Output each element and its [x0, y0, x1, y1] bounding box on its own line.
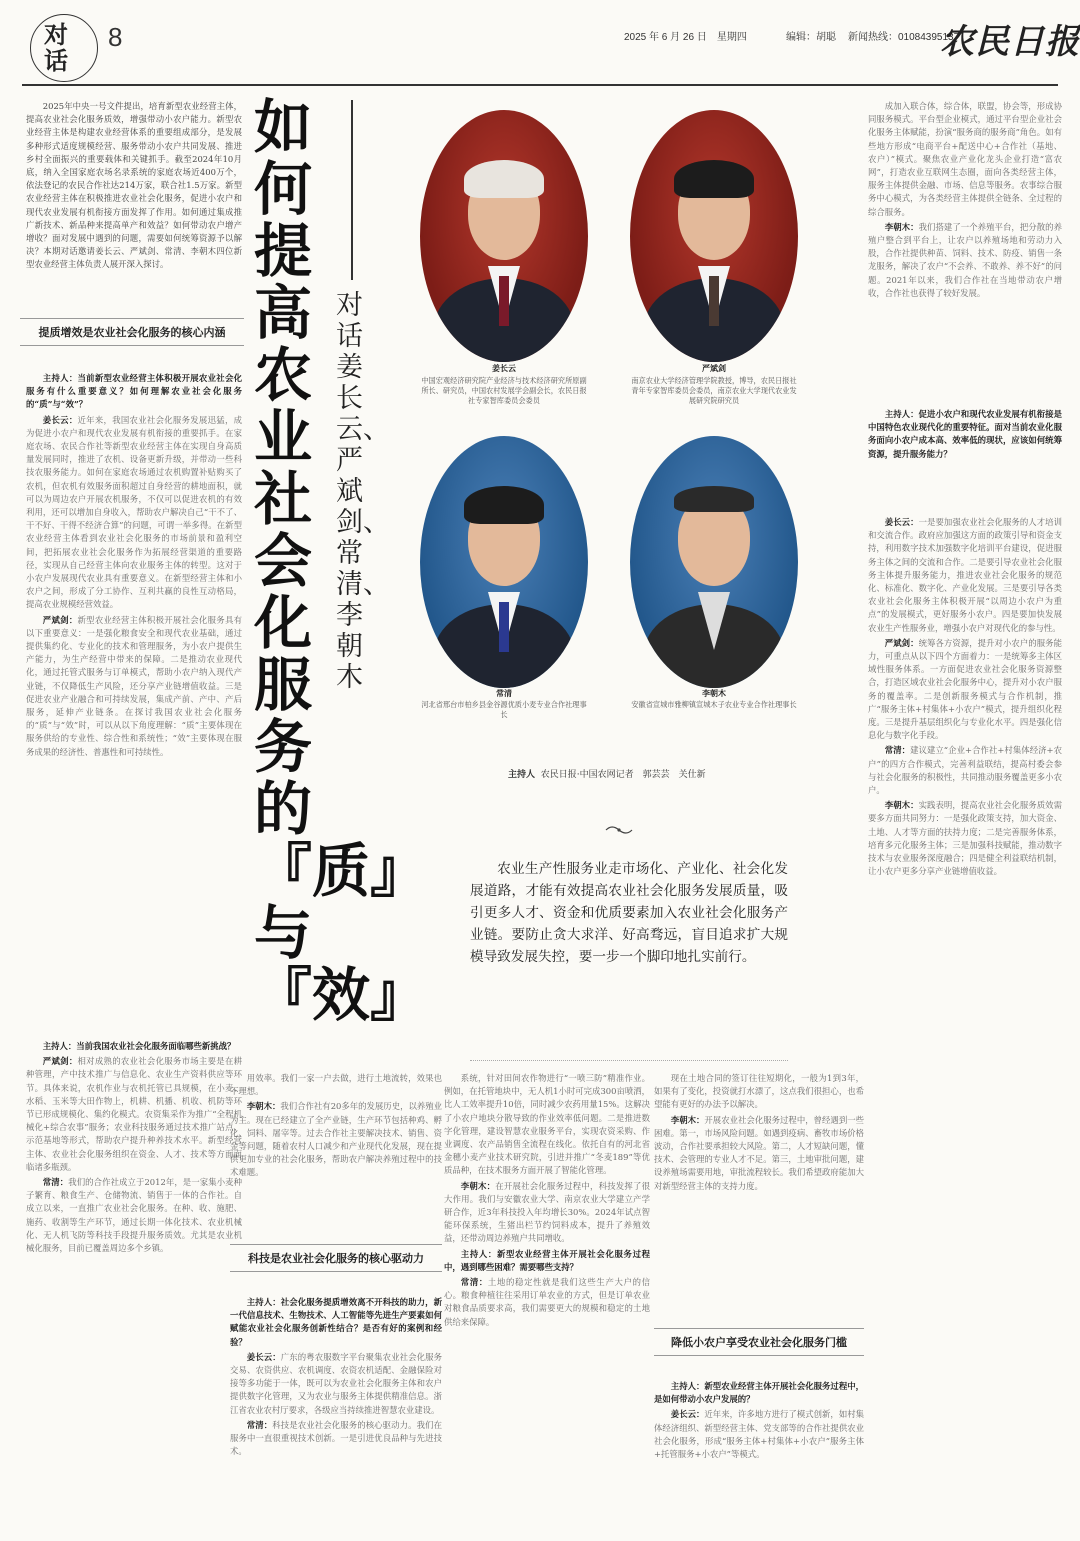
- portrait-caption: 南京农业大学经济管理学院教授，博导，农民日报社青年专家智库委员会委员，南京农业大学现代农业发展研究院研究员: [631, 376, 797, 405]
- right-middle-column: 现在土地合同的签订往往短期化，一般为1到3年，如果有了变化，投资就打水漂了，这点我们很担心，也希望能有更好的办法予以解决。 李朝木：开展农业社会化服务过程中，曾经遇到一些困难。第一，市场风险问题。如遇到疫病、畜牧市场价格波动，合作社要承担较大风险。第二，人才短缺问题，懂技术、会管理的专业人才不足。第三，土地审批问题，建设养殖场需要用地，审批流程较长。我们希望政府能加大对新型经营主体的支持力度。: [654, 1073, 864, 1191]
- lede-paragraph: [26, 100, 242, 310]
- header-rule: [22, 84, 1058, 86]
- middle-right-column: 系统，针对田间农作物进行“一喷三防”精准作业。例如，在托管地块中，无人机1小时可完成300亩喷洒，比人工效率提升10倍，同时减少农药用量15%。这解决了小农户地块分散导致的作业效率低问题。二是推进数字化管理，建设智慧农业服务平台，实现农资采购、作业调度、农产品销售全流程在线化。依托自有的河北省金穗小麦产业技术研究院，引进并推广“冬麦189”等优质品种，在技术服务方面开展了智能化管理。 李朝木：在开展社会化服务过程中，科技发挥了很大作用。我们与安徽农业大学、南京农业大学建立产学研合作，近3年科技投入年均增长30%。2024年试点智能环保系统，生猪出栏节约饲料成本，提升了养殖效益，还带动周边养殖户共同增收。 主持人：新型农业经营主体开展社会化服务过程中，遇到哪些困难？需要哪些支持？ 常清：土地的稳定性就是我们这些生产大户的信心。粮食种植往往采用订单农业的方式，但是订单农业对粮食品质要求高，我们需要更大的规模和稳定的土地供给来保障。: [444, 1073, 650, 1327]
- right-lower-column: 姜长云：一是要加强农业社会化服务的人才培训和交流合作。政府应加强这方面的政策引导和资金支持，利用数字技术加强数字化培训平台建设，促进服务主体之间的交流和合作。二是要引导农业社会化服务主体提升服务能力，推进农业社会化服务的规范化、标准化、数字化、产业化发展。三是要引导各类农业社会化服务主体积极开展“以周边小农户为重点”的发展模式，更好服务小农户。四是要加快发展农业生产性服务业，增强小农户对现代化的参与性。 严斌剑：统筹各方资源，提升对小农户的服务能力，可重点从以下四个方面着力：一是统筹多主体区域性服务体系。一方面促进农业社会化服务资源整合，打造区域农业社会化服务中心，提升对小农户服务的覆盖率。二是创新服务模式与合作机制，推广“服务主体+村集体+小农户”模式，提升组织化程度。三是提升基层组织化与专业化水平。四是强化信息化与数字化手段。 常清：建议建立“企业+合作社+村集体经济+农户”的四方合作模式，完善利益联结，提高村委会参与社会化服务的积极性，共同推动服务覆盖更多小农户。 李朝木：实践表明，提高农业社会化服务质效需要多方面共同努力：一是强化政策支持，加大资金、土地、人才等方面的扶持力度；二是完善服务体系，培育多元化服务主体；三是加强科技赋能，推动数字技术与农业服务深度融合；四是健全利益联结机制，让小农户更多分享产业链增值收益。: [868, 517, 1062, 877]
- editor-credit: 编辑：胡聪: [786, 32, 836, 43]
- speaker-label: 姜长云：: [246, 1351, 281, 1362]
- speaker-label: 严斌剑：: [42, 614, 78, 625]
- portrait-name: 常清: [496, 688, 512, 698]
- portrait-caption: 安徽省宣城市雅柳镇宣城木子农业专业合作社理事长: [631, 700, 797, 709]
- news-hotline: 新闻热线：01084395137: [848, 32, 960, 43]
- page-number: 8: [108, 22, 123, 52]
- question-5: 主持人：新型农业经营主体开展社会化服务过程中，是如何带动小农户发展的？: [654, 1381, 864, 1405]
- subtitle-dash: [351, 100, 353, 280]
- subhead-quality-efficiency: 提质增效是农业社会化服务的核心内涵: [20, 318, 244, 346]
- right-question-block: [868, 408, 1062, 462]
- section-label: 对话: [44, 20, 68, 75]
- article-title: 如何提高农业社会化服务的『质』与『效』: [254, 93, 429, 1029]
- speaker-label: 姜长云：: [884, 517, 919, 527]
- host-names: 农民日报·中国农网记者 郭芸芸 关仕新: [540, 770, 706, 780]
- left-column-body: 主持人：当前新型农业经营主体积极开展农业社会化服务有什么重要意义？如何理解农业社会化服务的“质”与“效”？ 姜长云：近年来，我国农业社会化服务发展迅猛，成为促进小农户和现代农业发展有机衔接的重要抓手。在家庭农场、农民合作社等新型农业经营主体在实现自身高质量发展同时，推进了农机、设备更新升级，并带动一些科技农服务能力。如何在家庭农场通过农机购置补贴购买了农机，但农机有效服务面积超过自身经营的耕地面积，就可以为周边农户开展农机服务，不仅可以促进农机的有效利用，还可以增加自身收入，帮助农户解决自己“干不了、干不好、干得不经济合算”的问题，可谓一举多得。在新型农业经营主体看到农业社会化服务的市场前景和盈利空间，把拓展农业社会化服务作为拓展经营渠道的重要路径，实现从自己经营主体向农业服务主体的转型。这对于小农户发展现代农业具有重要意义。在新型经营主体和小农户之间，形成了分工协作、互利共赢的良性互动格局，提高农业规模经营效益。 严斌剑：新型农业经营主体积极开展社会化服务具有以下重要意义：一是强化粮食安全和现代农业基础，通过提供集约化、专业化的技术和管理服务，为小农户提供生产能力，为生产经营中带来的保障。二是推动农业现代化，通过托管式服务与订单模式，帮助小农户纳入现代产业链，不仅降低生产风险，还分享产业链增值收益。三是促进农业产业融合和可持续发展，集成产前、产中、产后服务，延伸产业链条。在探讨我国农业社会化服务的“质”与“效”时，可以从以下角度理解：“质”主要体现在服务供给的专业性、综合性和系统性；“效”主要体现在服务成果的经济性、普惠性和可持续性。: [26, 373, 242, 757]
- speaker-label: 姜长云：: [670, 1409, 705, 1420]
- speaker-label: 常清：: [246, 1419, 273, 1430]
- issue-date: 2025 年 6 月 26 日 星期四: [624, 32, 747, 43]
- speaker-label: 常清：: [884, 745, 911, 756]
- speaker-label: 严斌剑：: [884, 637, 919, 648]
- portrait-jiang-changyun: [420, 110, 588, 362]
- decorative-ornament-icon: [604, 824, 634, 836]
- speaker-label: 常清：: [42, 1177, 69, 1188]
- right-upper-column: 成加入联合体，综合体，联盟，协会等，形成协同服务模式。平台型企业模式，通过平台型企业社会化服务主体赋能，扮演“服务商的服务商”角色。如有些地方形成“电商平台+配送中心+合作社（基地、农户）”模式。聚焦农业产业化龙头企业打造“富农网”，打造农业互联网生态圈，面向各类经营主体，服务主体提供金融、市场、信息等服务。农事综合服务中心模式，为各类经营主体提供全链条、全过程的综合服务。 李朝木：我们搭建了一个养殖平台，把分散的养殖户整合到平台上，让农户以养殖场地和劳动力入股，合作社提供种苗、饲料、技术、防疫、销售一条龙服务，解决了农户“不会养、不敢养、养不好”的问题。2021年以来，我们合作社在当地带动农户增收，合作社也获得了较好发展。: [868, 101, 1062, 298]
- question-3: 主持人：社会化服务提质增效离不开科技的助力，新一代信息技术、生物技术、人工智能等先进生产要素如何赋能农业社会化服务创新性结合？是否有好的案例和经验？: [230, 1297, 442, 1347]
- portrait-caption: 中国宏观经济研究院产业经济与技术经济研究所原副所长、研究员，中国农村发展学会副会长，农民日报社专家智库委员会委员: [421, 376, 587, 405]
- portrait-yan-binjian: [630, 110, 798, 362]
- question-6: 主持人：促进小农户和现代农业发展有机衔接是中国特色农业现代化的重要特征。面对当前农业化服务面向小农户成本高、效率低的现状，应该如何统筹资源，提升服务能力？: [868, 409, 1062, 459]
- speaker-label: 李朝木：: [670, 1114, 705, 1125]
- portrait-caption: 河北省邢台市柏乡县金谷源优质小麦专业合作社理事长: [421, 700, 587, 719]
- question-4: 主持人：新型农业经营主体开展社会化服务过程中，遇到哪些困难？需要哪些支持？: [444, 1248, 650, 1272]
- portrait-chang-qing: [420, 436, 588, 688]
- portrait-name: 李朝木: [702, 688, 726, 698]
- speaker-label: 姜长云：: [42, 414, 78, 425]
- page-header: [0, 0, 1080, 86]
- speaker-label: 常清：: [460, 1277, 488, 1288]
- intro-divider: [470, 1060, 788, 1061]
- right-middle-lower-column: 主持人：新型农业经营主体开展社会化服务过程中，是如何带动小农户发展的？ 姜长云：近年来，许多地方进行了模式创新，如村集体经济组织、新型经营主体、党支部等的合作社提供农业社会化服务，形成“服务主体+村集体+小农户”服务主体+托管服务+小农户”等模式。: [654, 1381, 864, 1460]
- speaker-label: 李朝木：: [884, 800, 919, 811]
- speaker-label: 李朝木：: [460, 1180, 496, 1191]
- speaker-label: 李朝木：: [884, 221, 919, 232]
- question-2: 主持人：当前我国农业社会化服务面临哪些新挑战？: [42, 1041, 236, 1051]
- article-intro: 农业生产性服务业走市场化、产业化、社会化发展道路，才能有效提高农业社会化服务发展质量，吸引更多人才、资金和优质要素加入农业社会化服务产业链。要防止贪大求洋、好高骛远，盲目追求扩大规模导致发展失控，要一步一个脚印地扎实前行。: [470, 861, 788, 965]
- host-credit: [508, 767, 706, 780]
- portrait-name: 姜长云: [492, 363, 516, 373]
- speaker-label: 严斌剑：: [42, 1056, 78, 1067]
- middle-left-column: 用效率。我们一家一户去做，进行土地流转，效果也不理想。 李朝木：我们合作社有20多年的发展历史，以养殖业为主。现在已经建立了全产业链，生产环节包括种鸡、孵化、饲料、屠宰等。过去合作社主要解决技术、销售、资金等问题，随着农村人口减少和产业现代化发展，现在提供更加专业的社会化服务，帮助农户解决养殖过程中的技术难题。: [230, 1073, 442, 1178]
- subhead-technology-driver: 科技是农业社会化服务的核心驱动力: [230, 1244, 442, 1272]
- article-subtitle: 对话姜长云、严斌剑、常清、李朝木: [336, 290, 390, 693]
- portrait-name: 严斌剑: [702, 363, 726, 373]
- newspaper-masthead: 农民日报: [940, 22, 1080, 62]
- left-lower-column: 主持人：当前我国农业社会化服务面临哪些新挑战？ 严斌剑：相对成熟的农业社会化服务市场主要是在耕种管理，产中技术推广与信息化、农业生产资料供应等环节。具体来说，农机作业与农机托管已具规模，在小麦、水稻、玉米等大田作物上，机耕、机播、机收、机防等环节已形成规模化、集约化模式。农资集采作为推广“全程机械化+综合农事”服务；农业科技服务通过技术推广站点、示范基地等形式，帮助农户提升种养技术水平。新型经营主体、农业社会化服务组织在资金、人才、技术等方面面临诸多瓶颈。 常清：我们的合作社成立于2012年，是一家集小麦种子繁育、粮食生产、仓储物流、销售于一体的合作社。自成立以来，一直推广农业社会化服务。在种、收、施肥、施药、收割等生产环节，通过长期一体化技术、农业机械化、无人机飞防等科技手段提升服务质效。尤其是农业机械化服务，目前已覆盖周边多个乡镇。: [26, 1041, 242, 1254]
- question-1: 主持人：当前新型农业经营主体积极开展农业社会化服务有什么重要意义？如何理解农业社会化服务的“质”与“效”？: [26, 373, 242, 410]
- subhead-lower-threshold: 降低小农户享受农业社会化服务门槛: [654, 1328, 864, 1356]
- speaker-label: 李朝木：: [246, 1101, 281, 1112]
- portrait-li-chaomu: [630, 436, 798, 688]
- lede-text: 2025年中央一号文件提出，培育新型农业经营主体，提高农业社会化服务质效，增强带动小农户能力。新型农业经营主体是构建农业经营体系的重要组成部分，是发展多种形式适度规模经营、服务带动小农户共同发展、推进乡村全面振兴的重要载体和关键抓手。截至2024年10月底，纳入全国家庭农场名录系统的家庭农场近400万个，依法登记的农民合作社达214万家，联合社1.5万家。新型农业经营主体在积极推进农业社会化服务，促进小农户和现代农业发展有机衔接方面发挥了作用。如何通过集成推广新技术、新品种来提高单产和效益？如何带动农户增产增收？面对发展中遇到的问题，需要如何统筹资源予以解决？本期对话邀请姜长云、严斌剑、常清、李朝木四位新型农业经营主体负责人展开深入探讨。: [26, 101, 242, 270]
- host-label: 主持人: [508, 770, 536, 780]
- middle-left-lower-column: 主持人：社会化服务提质增效离不开科技的助力，新一代信息技术、生物技术、人工智能等先进生产要素如何赋能农业社会化服务创新性结合？是否有好的案例和经验？ 姜长云：广东的粤农服数字平台聚集农业社会化服务交易、农资供应、农机调度、农资农机适配、金融保险对接等多功能于一体，既可以为农业社会化服务主体和农户提供数字化管理，又为农业与服务主体提供精准信息。浙江省农业农村厅要求，各级应当持续推进智慧农业建设。 常清：科技是农业社会化服务的核心驱动力。我们在服务中一直很重视技术创新。一是引进优良品种与先进技术。: [230, 1297, 442, 1457]
